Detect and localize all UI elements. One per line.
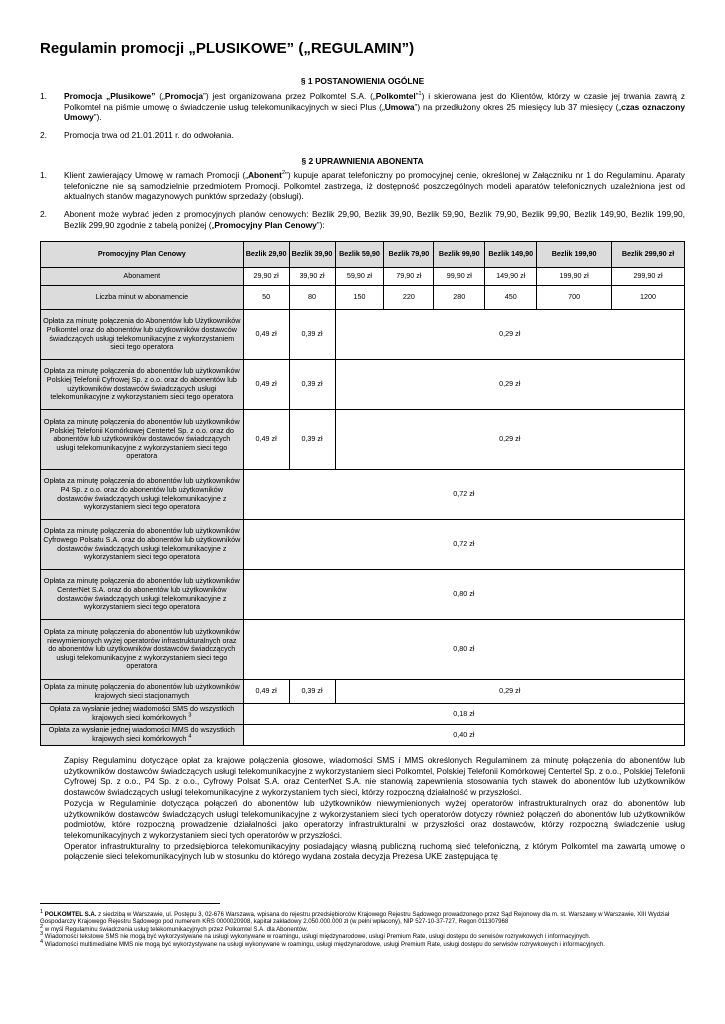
table-row-polkomtel: Opłata za minutę połączenia do Abonentów lub Użytkowników Polkomtel oraz do abonentów lub użytkowników dostawców świadczących usługi telekomunikacyjne z wykorzystaniem sieci tego operatora 0,49 zł 0,39 zł 0,29 zł [41,310,685,360]
footnote-3: $^3$ Wiadomości tekstowe SMS nie mogą być wykorzystywane na usługi wykonywane w roamingu, usługi międzynarodowe, usługi Premium Rate, usługi dostępu do serwisów rozrywkowych i informacyjnych. [40,931,591,941]
footnotes [40,908,685,948]
body-text [64,755,685,862]
table-header-row: Promocyjny Plan Cenowy Bezlik 29,90 Bezlik 39,90 Bezlik 59,90 Bezlik 79,90 Bezlik 99,90 Bezlik 149,90 Bezlik 199,90 Bezlik 299,90 zł [41,242,685,268]
table-row-centernet: Opłata za minutę połączenia do abonentów lub użytkowników CenterNet S.A. oraz do abonentów lub użytkowników dostawców świadczących usługi telekomunikacyjne z wykorzystaniem sieci tego operatora 0,80 zł [41,570,685,620]
price-plan-table [40,241,685,746]
table-row-ptk-centertel: Opłata za minutę połączenia do abonentów lub użytkowników Polskiej Telefonii Komórkowej Centertel Sp. z o.o. oraz do abonentów lub użytkowników dostawców świadczących usługi telekomunikacyjne z wykorzystaniem sieci tego operatora 0,49 zł 0,39 zł 0,29 zł [41,410,685,470]
table-row-mms: Opłata za wysłanie jednej wiadomości MMS do wszystkich krajowych sieci komórkowych $^4$ 0,40 zł [41,725,685,746]
table-row-minutes: Liczba minut w abonamencie 50 80 150 220 280 450 700 1200 [41,286,685,310]
s2-item-1: 1. Klient zawierający Umowę w ramach Promocji („Abonent$^2$”) kupuje aparat telefoniczny po promocyjnej cenie, określonej w Załączniku nr 1 do Regulaminu. Aparaty telefoniczne nie są samodzielnie przedmiotem Promocji. Polkomtel zastrzega, iż dostępność poszczególnych modeli aparatów telefonicznych uzależniona jest od aktualnych stanów magazynowych punktów sprzedaży (obsługi). [40,170,685,202]
body-paragraph: Zapisy Regulaminu dotyczące opłat za krajowe połączenia głosowe, wiadomości SMS i MMS określonych Regulaminem za minutę połączenia do abonentów lub użytkowników dostawców świadczących usługi telekomunikacyjne z wykorzystaniem sieci Polkomtel, Polskiej Telefonii Komórkowej Centertel Sp. z o.o., Polskiej Telefonii Cyfrowej Sp. z o.o., P4 Sp. z o.o., Cyfrowy Polsat S.A. oraz CenterNet S.A. nie stanowią zapewnienia stosowania tych stawek do abonentów lub użytkowników dostawców świadczących usługi telekomunikacyjne z wykorzystaniem tych sieci, którzy rozpoczną działalność w przyszłości. [64,755,685,798]
table-row-sms: Opłata za wysłanie jednej wiadomości SMS do wszystkich krajowych sieci komórkowych $^3$ 0,18 zł [41,704,685,725]
table-row-ptc: Opłata za minutę połączenia do abonentów lub użytkowników Polskiej Telefonii Cyfrowej Sp. z o.o. oraz do abonentów lub użytkowników dostawców świadczących usługi telekomunikacyjne z wykorzystaniem sieci tego operatora 0,49 zł 0,39 zł 0,29 zł [41,360,685,410]
footnote-4: $^4$ Wiadomości multimedialne MMS nie mogą być wykorzystywane na usługi wykonywane w roamingu, usługi międzynarodowe, usługi Premium Rate, usługi dostępu do serwisów rozrywkowych i informacyjnych. [40,938,605,948]
table-row-stacjonarne: Opłata za minutę połączenia do abonentów lub użytkowników krajowych sieci stacjonarnych 0,49 zł 0,39 zł 0,29 zł [41,680,685,704]
table-row-abonament: Abonament 29,90 zł 39,90 zł 59,90 zł 79,90 zł 99,90 zł 149,90 zł 199,90 zł 299,90 zł [41,268,685,286]
page-title: Regulamin promocji „PLUSIKOWE” („REGULAMIN”) [40,40,415,57]
s1-item-1: 1. Promocja „Plusikowe” („Promocja”) jest organizowana przez Polkomtel S.A. („Polkomtel”$^1$) i skierowana jest do Klientów, którzy w czasie jej trwania zawrą z Polkomtel na piśmie umowę o świadczenie usług telekomunikacyjnych w sieci Plus („Umowa”) na przedłużony okres 25 miesięcy lub 37 miesięcy („czas oznaczony Umowy”). [40,91,686,123]
s2-item-2: 2. Abonent może wybrać jeden z promocyjnych planów cenowych: Bezlik 29,90, Bezlik 39,90, Bezlik 59,90, Bezlik 79,90, Bezlik 99,90, Bezlik 149,90, Bezlik 199,90, Bezlik 299,90 zgodnie z tabelą poniżej („Promocyjny Plan Cenowy”): [40,209,685,230]
section-1-heading: § 1 POSTANOWIENIA OGÓLNE [300,76,425,86]
table-row-polsat: Opłata za minutę połączenia do abonentów lub użytkowników Cyfrowego Polsatu S.A. oraz do abonentów lub użytkowników dostawców świadczących usługi telekomunikacyjne z wykorzystaniem sieci tego operatora 0,72 zł [41,520,685,570]
section-2-heading: § 2 UPRAWNIENIA ABONENTA [301,156,424,166]
table-row-p4: Opłata za minutę połączenia do abonentów lub użytkowników P4 Sp. z o.o. oraz do abonentów lub użytkowników dostawców świadczących usługi telekomunikacyjne z wykorzystaniem sieci tego operatora 0,72 zł [41,470,685,520]
body-paragraph: Pozycja w Regulaminie dotycząca połączeń do abonentów lub użytkowników niewymienionych wyżej operatorów infrastrukturalnych oraz do abonentów lub użytkowników dostawców świadczących usługi telekomunikacyjne z wykorzystaniem sieci tych operatorów dotyczy również połączeń do abonentów lub użytkowników podmiotów, które rozpoczną prowadzenie działalności jako operatorzy infrastrukturalni w przyszłości oraz dostawców, którzy rozpoczną świadczenie usług telekomunikacyjnych z wykorzystaniem sieci tych operatorów w przyszłości. [64,797,685,840]
body-paragraph: Operator infrastrukturalny to przedsiębiorca telekomunikacyjny posiadający własną publiczną ruchomą sieć telefoniczną, z którym Polkomtel ma zawartą umowę o połączenie sieci telekomunikacyjnych lub w stosunku do którego wydana została decyzja Prezesa UKE zastępująca tę [64,840,685,862]
footnote-2: $^2$ w myśl Regulaminu świadczenia usług telekomunikacyjnych przez Polkomtel S.A. dla Abonentów. [40,923,308,933]
footnote-1: $^1$ POLKOMTEL S.A. z siedzibą w Warszawie, ul. Postępu 3, 02-676 Warszawa, wpisana do rejestru przedsiębiorców Krajowego Rejestru Sądowego prowadzonego przez Sąd Rejonowy dla m. st. Warszawy w Warszawie, XIII Wydział Gospodarczy Krajowego Rejestru Sądowego pod numerem KRS 0000020908, kapitał zakładowy 2.050.000.000 zł (w pełni wpłacony), NIP 527-10-37-727, Regon 011307968 [40,908,670,926]
table-row-other-operators: Opłata za minutę połączenia do abonentów lub użytkowników niewymienionych wyżej operatorów infrastrukturalnych oraz do abonentów lub użytkowników dostawców świadczących usługi telekomunikacyjne z wykorzystaniem sieci tego operatora 0,80 zł [41,620,685,680]
s1-item-2: 2. Promocja trwa od 21.01.2011 r. do odwołania. [40,130,234,140]
footnote-divider [40,903,220,904]
